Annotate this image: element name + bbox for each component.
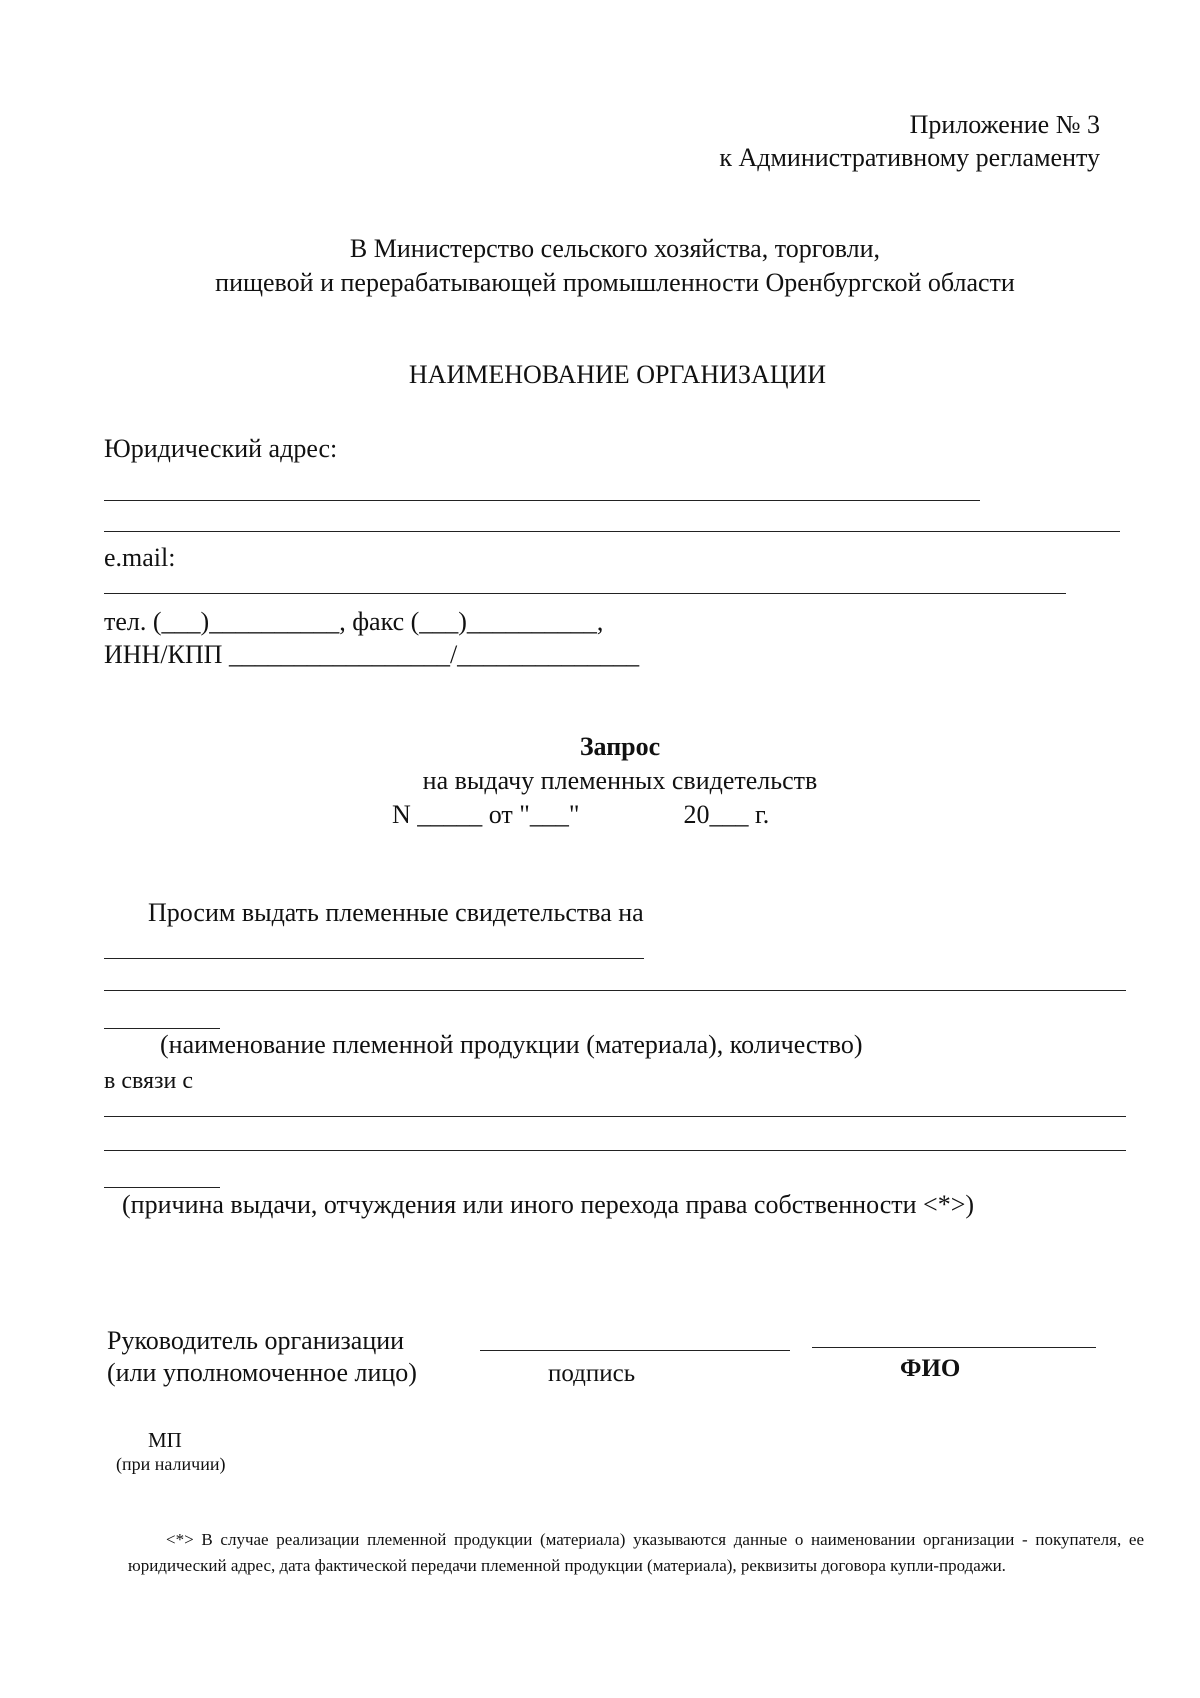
request-subtitle: на выдачу племенных свидетельств bbox=[422, 766, 818, 795]
signature-label: подпись bbox=[548, 1360, 636, 1387]
legal-address-line-2 bbox=[104, 531, 1120, 532]
addressee-line-2: пищевой и перерабатывающей промышленности Оренбургской области bbox=[215, 268, 1015, 297]
stamp-note: (при наличии) bbox=[116, 1454, 226, 1474]
product-line-3 bbox=[104, 1028, 220, 1029]
phone-fax-line: тел. (___)__________, факс (___)__________, bbox=[104, 607, 604, 636]
legal-address-label: Юридический адрес: bbox=[104, 434, 338, 463]
request-text: Просим выдать племенные свидетельства на bbox=[148, 898, 644, 927]
request-number-date: N _____ от "___" 20___ г. bbox=[392, 800, 770, 829]
reason-line-2 bbox=[104, 1150, 1126, 1151]
product-line-1 bbox=[104, 958, 644, 959]
product-line-2 bbox=[104, 990, 1126, 991]
appendix-reference: к Административному регламенту bbox=[719, 143, 1100, 172]
reason-line-1 bbox=[104, 1116, 1126, 1117]
name-label: ФИО bbox=[900, 1355, 961, 1382]
signature-role-1: Руководитель организации bbox=[107, 1326, 405, 1355]
signature-line bbox=[480, 1350, 790, 1351]
organization-title: НАИМЕНОВАНИЕ ОРГАНИЗАЦИИ bbox=[408, 360, 827, 389]
email-label: e.mail: bbox=[104, 543, 176, 572]
reason-caption: (причина выдачи, отчуждения или иного перехода права собственности <*>) bbox=[122, 1190, 975, 1219]
request-title: Запрос bbox=[579, 732, 661, 761]
reason-label: в связи с bbox=[104, 1068, 194, 1094]
inn-kpp-line: ИНН/КПП _________________/______________ bbox=[104, 640, 640, 669]
appendix-number: Приложение № 3 bbox=[909, 110, 1100, 139]
product-caption: (наименование племенной продукции (материала), количество) bbox=[160, 1030, 863, 1059]
signature-role-2: (или уполномоченное лицо) bbox=[107, 1358, 417, 1387]
legal-address-line-1 bbox=[104, 500, 980, 501]
email-line bbox=[104, 593, 1066, 594]
reason-line-3 bbox=[104, 1187, 220, 1188]
name-line bbox=[812, 1347, 1096, 1348]
footnote: <*> В случае реализации племенной продукции (материала) указываются данные о наименовании организации - покупателя, ее юридический адрес, дата фактической передачи племенной продукции (материала), реквизиты договора купли-продажи. bbox=[128, 1530, 1144, 1575]
stamp-label: МП bbox=[148, 1428, 182, 1452]
addressee-line-1: В Министерство сельского хозяйства, торговли, bbox=[349, 234, 881, 263]
